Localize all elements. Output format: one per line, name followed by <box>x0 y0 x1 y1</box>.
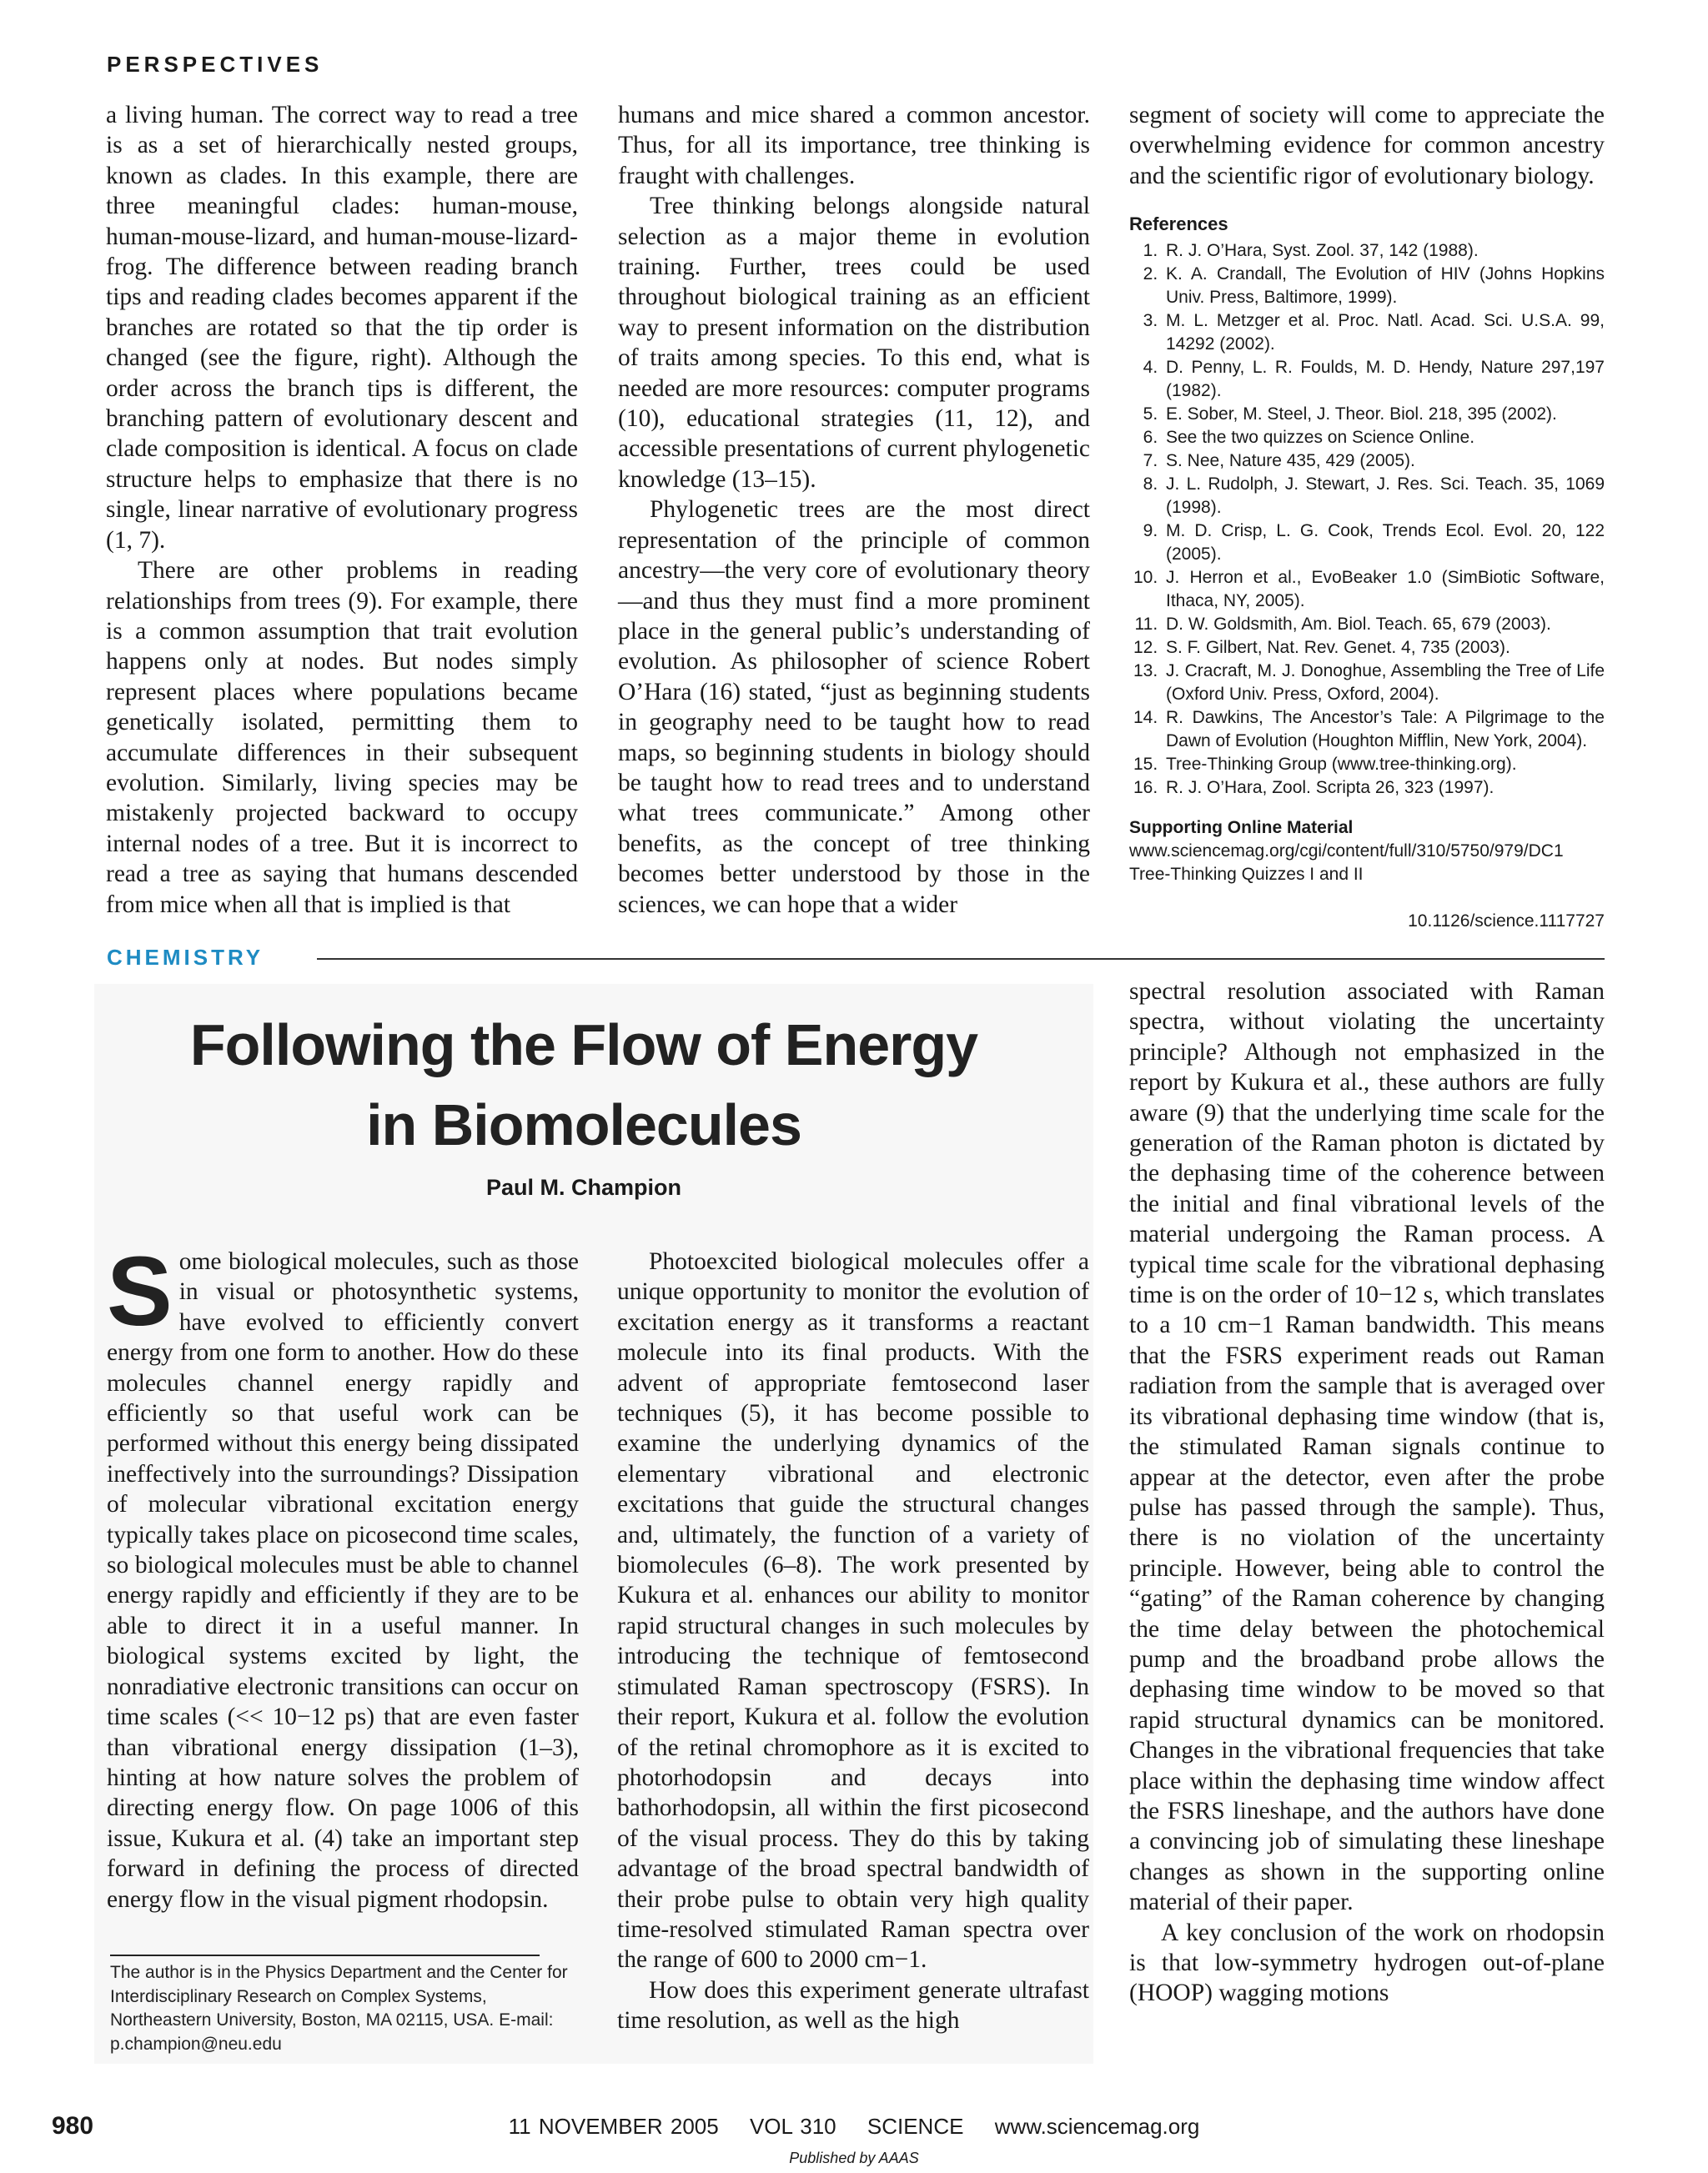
paragraph: spectral resolution associated with Raman spectra, without violating the uncertainty principle? Although not emphasized in the report by Kukura et al., these authors are fully aware (9) that the underlying time scale for the generation of the Raman photon is dictated by the dephasing time of the coherence between the initial and final vibrational levels of the material undergoing the Raman process. A typical time scale for the vibrational dephasing time is on the order of 10−12 s, which translates to a 10 cm−1 Raman bandwidth. This means that the FSRS experiment reads out Raman radiation from the sample that is averaged over its vibrational dephasing time window (that is, the stimulated Raman signals continue to appear at the detector, even after the probe pulse has passed through the sample). Thus, there is no violation of the uncertainty principle. However, being able to control the “gating” of the Raman coherence by changing the time delay between the photochemical pump and the broadband probe allows the dephasing time window to be moved so that rapid structural dynamics can be monitored. Changes in the vibrational frequencies that take place within the dephasing time window affect the FSRS lineshape, and the authors have done a convincing job of simulating these lineshape changes as shown in the supporting online material of their paper. <box>1129 978 1605 1916</box>
reference-item: 7. S. Nee, Nature 435, 429 (2005). <box>1163 449 1605 473</box>
footer-journal: SCIENCE <box>867 2114 964 2139</box>
paragraph: Tree thinking belongs alongside natural selection as a major theme in evolution training. Further, trees could be used throughout biological training as an efficient way to present information on the distribution of traits among species. To this end, what is needed are more resources: computer programs (10), educational strategies (11, 12), and accessible presentations of current phylogenetic knowledge (13–15). <box>618 193 1090 493</box>
reference-item: 15. Tree-Thinking Group (www.tree-thinking.org). <box>1163 753 1605 776</box>
paragraph: How does this experiment generate ultrafast time resolution, as well as the high <box>617 1976 1089 2035</box>
footer-volume: VOL 310 <box>749 2114 836 2139</box>
author-footnote: The author is in the Physics Department and the Center for Interdisciplinary Research on Complex Systems, Northeastern University, Boston, MA 02115, USA. E-mail: p.champion@neu.edu <box>110 1963 568 2054</box>
reference-item: 3. M. L. Metzger et al. Proc. Natl. Acad. Sci. U.S.A. 99, 14292 (2002). <box>1163 309 1605 356</box>
references-title: References <box>1129 213 1228 235</box>
paragraph: There are other problems in reading relationships from trees (9). For example, there is a common assumption that trait evolution happens only at nodes. But nodes simply represent places where populations became genetically isolated, permitting them to accumulate differences in their subsequent evolution. Similarly, living species may be mistakenly projected backward to occupy internal nodes of a tree. But it is incorrect to read a tree as saying that humans descended from mice when all that is implied is that <box>106 557 578 918</box>
section-header: PERSPECTIVES <box>107 52 324 77</box>
supporting-material-title: Supporting Online Material <box>1129 818 1354 838</box>
article-column-1 <box>107 1237 579 1915</box>
references-block <box>1129 213 1605 933</box>
reference-item: 2. K. A. Crandall, The Evolution of HIV (Johns Hopkins Univ. Press, Baltimore, 1999). <box>1163 263 1605 309</box>
reference-item: 16. R. J. O’Hara, Zool. Scripta 26, 323 (1997). <box>1163 776 1605 800</box>
paragraph: Phylogenetic trees are the most direct representation of the principle of common ancestry—the very core of evolutionary theory—and thus they must find a more prominent place in the general public’s understanding of evolution. As philosopher of science Robert O’Hara (16) stated, “just as beginning students in geography need to be taught how to read maps, so beginning students in biology should be taught how to read trees and to understand what trees communicate.” Among other benefits, as the concept of tree thinking becomes better understood by those in the sciences, we can hope that a wider <box>618 496 1090 918</box>
article-author: Paul M. Champion <box>485 1175 681 1200</box>
paragraph: humans and mice shared a common ancestor. Thus, for all its importance, tree thinking is fraught with challenges. <box>618 102 1090 189</box>
reference-item: 9. M. D. Crisp, L. G. Cook, Trends Ecol. Evol. 20, 122 (2005). <box>1163 519 1605 566</box>
supporting-material-url[interactable]: www.sciencemag.org/cgi/content/full/310/5750/979/DC1 <box>1129 841 1564 861</box>
paragraph: a living human. The correct way to read a tree is as a set of hierarchically nested groups, known as clades. In this example, there are three meaningful clades: human-mouse, human-mouse-lizard, and human-mouse-lizard-frog. The difference between reading branch tips and reading clades becomes apparent if the branches are rotated so that the tip order is changed (see the figure, right). Although the order across the branch tips is different, the branching pattern of evolutionary descent and clade composition is identical. A focus on clade structure helps to emphasize that there is no single, linear narrative of evolutionary progress (1, 7). <box>106 102 578 554</box>
article-title <box>108 1005 1059 1165</box>
reference-item: 6. See the two quizzes on Science Online. <box>1163 426 1605 449</box>
footnote-rule <box>110 1955 540 1956</box>
reference-item: 5. E. Sober, M. Steel, J. Theor. Biol. 218, 395 (2002). <box>1163 403 1605 426</box>
reference-item: 13. J. Cracraft, M. J. Donoghue, Assembling the Tree of Life (Oxford Univ. Press, Oxford, 2004). <box>1163 660 1605 706</box>
supporting-material-item: Tree-Thinking Quizzes I and II <box>1129 865 1364 885</box>
article-column-2 <box>617 1247 1089 2036</box>
reference-item: 14. R. Dawkins, The Ancestor’s Tale: A Pilgrimage to the Dawn of Evolution (Houghton Mifflin, New York, 2004). <box>1163 706 1605 753</box>
published-by: Published by AAAS <box>789 2150 919 2166</box>
reference-item: 10. J. Herron et al., EvoBeaker 1.0 (SimBiotic Software, Ithaca, NY, 2005). <box>1163 566 1605 613</box>
reference-item: 12. S. F. Gilbert, Nat. Rev. Genet. 4, 735 (2003). <box>1163 636 1605 660</box>
article-column-1-text: ome biological molecules, such as those in visual or photosynthetic systems, have evolved to efficiently convert energy from one form to another. How do these molecules channel energy rapidly and efficiently so that useful work can be performed without this energy being dissipated ineffectively into the surroundings? Dissipation of molecular vibrational excitation energy typically takes place on picosecond time scales, so biological molecules must be able to channel energy rapidly and efficiently if they are to be able to direct it in a useful manner. In biological systems excited by light, the nonradiative electronic transitions can occur on time scales (<< 10−12 ps) that are even faster than vibrational energy dissipation (1–3), hinting at how nature solves the problem of directing energy flow. On page 1006 of this issue, Kukura et al. (4) take an important step forward in defining the process of directed energy flow in the visual pigment rhodopsin. <box>107 1248 579 1913</box>
article-column-3 <box>1129 976 1605 2009</box>
reference-item: 1. R. J. O’Hara, Syst. Zool. 37, 142 (1988). <box>1163 239 1605 263</box>
paragraph: A key conclusion of the work on rhodopsin is that low-symmetry hydrogen out-of-plane (HOOP) wagging motions <box>1129 1919 1605 2007</box>
reference-item: 11. D. W. Goldsmith, Am. Biol. Teach. 65, 679 (2003). <box>1163 613 1605 636</box>
paragraph: Photoexcited biological molecules offer a unique opportunity to monitor the evolution of excitation energy as it transforms a reactant molecule into its final products. With the advent of appropriate femtosecond laser techniques (5), it has become possible to examine the underlying dynamics of the elementary vibrational and electronic excitations that guide the structural changes and, ultimately, the function of a variety of biomolecules (6–8). The work presented by Kukura et al. enhances our ability to monitor rapid structural changes in such molecules by introducing the technique of femtosecond stimulated Raman spectroscopy (FSRS). In their report, Kukura et al. follow the evolution of the retinal chromophore as it is excited to photorhodopsin and decays into bathorhodopsin, all within the first picosecond of the visual process. They do this by taking advantage of the broad spectral bandwidth of their probe pulse to obtain very high quality time-resolved stimulated Raman spectra over the range of 600 to 2000 cm−1. <box>617 1248 1089 1974</box>
top-column-3-text: segment of society will come to appreciate the overwhelming evidence for common ancestry and the scientific rigor of evolutionary biology. <box>1129 102 1605 189</box>
page-number: 980 <box>52 2112 94 2140</box>
article-title-line-1: Following the Flow of Energy <box>189 1012 978 1077</box>
reference-item: 4. D. Penny, L. R. Foulds, M. D. Hendy, Nature 297,197 (1982). <box>1163 356 1605 403</box>
reference-item: 8. J. L. Rudolph, J. Stewart, J. Res. Sci. Teach. 35, 1069 (1998). <box>1163 473 1605 519</box>
article-title-line-2: in Biomolecules <box>366 1092 801 1157</box>
footer-website[interactable]: www.sciencemag.org <box>994 2114 1200 2139</box>
top-column-3 <box>1129 100 1605 933</box>
top-column-1 <box>106 100 578 920</box>
page-footer <box>0 2114 1708 2140</box>
top-column-2 <box>618 100 1090 920</box>
kicker-rule <box>317 958 1605 960</box>
drop-cap: S <box>107 1237 173 1347</box>
doi: 10.1126/science.1117727 <box>1408 911 1605 931</box>
footer-date: 11 NOVEMBER 2005 <box>508 2114 719 2139</box>
references-list <box>1129 239 1605 800</box>
section-kicker: CHEMISTRY <box>107 945 264 970</box>
